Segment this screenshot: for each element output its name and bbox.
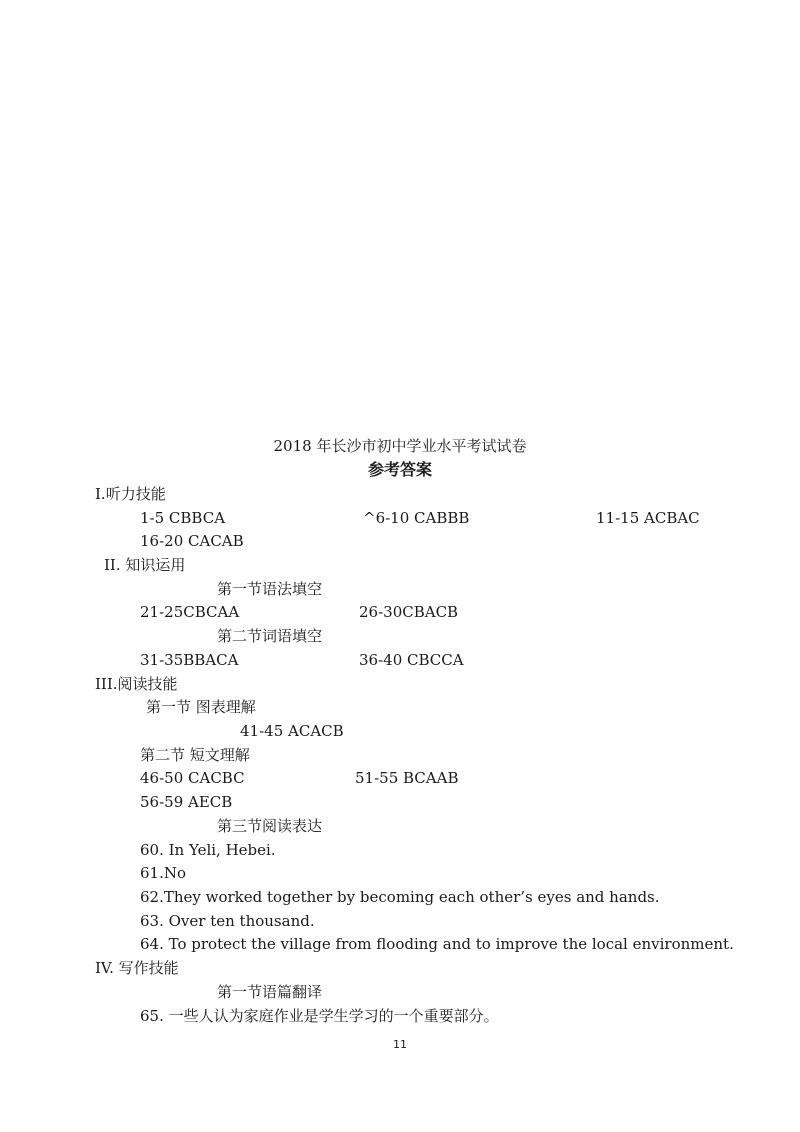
answer-line: 64. To protect the village from flooding and to improve the local environment. [140,935,734,953]
answer-line: 51-55 BCAAB [355,769,459,787]
answer-line: ^6-10 CABBB [363,509,470,527]
answer-line: 16-20 CACAB [140,532,244,550]
answer-line: 62.They worked together by becoming each other’s eyes and hands. [140,888,660,906]
answer-line: 41-45 ACACB [240,722,344,740]
answer-line: 1-5 CBBCA [140,509,226,527]
document-subtitle: 参考答案 [367,460,432,479]
section-3-part-3-heading: 第三节阅读表达 [217,817,323,835]
answer-line: 36-40 CBCCA [359,651,464,669]
answer-line: 11-15 ACBAC [596,509,700,527]
section-3-part-2-heading: 第二节 短文理解 [140,746,250,764]
section-3-part-1-heading: 第一节 图表理解 [146,698,256,716]
answer-line: 46-50 CACBC [140,769,245,787]
answer-line: 60. In Yeli, Hebei. [140,841,276,859]
answer-line: 56-59 AECB [140,793,233,811]
answer-line: 61.No [140,864,187,882]
section-4-heading: IV. 写作技能 [95,959,179,977]
section-2-part-1-heading: 第一节语法填空 [217,580,323,598]
section-3-heading: III.阅读技能 [95,675,178,693]
answer-line: 26-30CBACB [359,603,459,621]
section-2-heading: II. 知识运用 [104,556,186,574]
answer-line: 63. Over ten thousand. [140,912,315,930]
answer-line: 65. 一些人认为家庭作业是学生学习的一个重要部分。 [140,1007,499,1025]
section-1-heading: Ⅰ.听力技能 [95,485,166,503]
section-2-part-2-heading: 第二节词语填空 [217,627,323,645]
answer-line: 21-25CBCAA [140,603,240,621]
answer-line: 31-35BBACA [140,651,239,669]
section-4-part-1-heading: 第一节语篇翻译 [217,983,323,1001]
page-number: 11 [393,1038,407,1051]
document-title: 2018 年长沙市初中学业水平考试试卷 [273,437,527,455]
